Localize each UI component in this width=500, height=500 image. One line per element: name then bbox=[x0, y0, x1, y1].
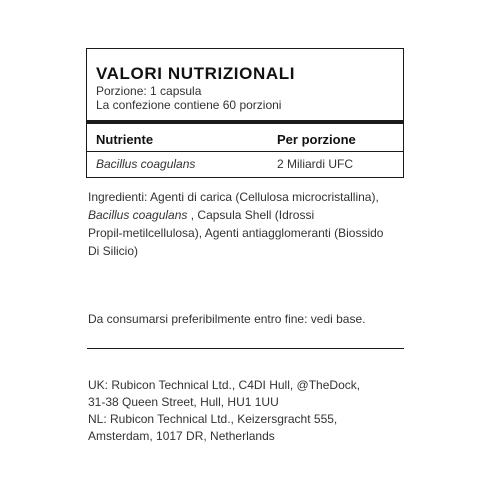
uk-address-line: UK: Rubicon Technical Ltd., C4DI Hull, @TheDock, bbox=[88, 378, 361, 392]
nl-address-line: Amsterdam, 1017 DR, Netherlands bbox=[88, 429, 275, 443]
ingredients-line bbox=[88, 206, 408, 224]
serving-size: Porzione: 1 capsula bbox=[96, 84, 202, 98]
ingredients-line: Ingredienti: Agenti di carica (Cellulosa microcristallina), bbox=[88, 190, 379, 204]
section-separator bbox=[87, 348, 404, 349]
column-header-per-serving: Per porzione bbox=[277, 132, 356, 147]
ingredient-italic: Bacillus coagulans bbox=[88, 208, 188, 222]
ingredients-line: Propil-metilcellulosa), Agenti antiagglomeranti (Biossido bbox=[88, 226, 384, 240]
ingredients-line: Di Silicio) bbox=[88, 244, 139, 258]
thin-divider bbox=[87, 151, 403, 152]
nutrient-name: Bacillus coagulans bbox=[96, 157, 196, 171]
ingredients-text bbox=[88, 188, 408, 260]
nl-address-line: NL: Rubicon Technical Ltd., Keizersgracht 555, bbox=[88, 412, 338, 426]
panel-title: VALORI NUTRIZIONALI bbox=[96, 64, 296, 83]
company-addresses bbox=[88, 377, 360, 445]
nutrient-amount: 2 Miliardi UFC bbox=[277, 157, 354, 171]
uk-address-line: 31-38 Queen Street, Hull, HU1 1UU bbox=[88, 395, 279, 409]
nutrition-facts-panel bbox=[86, 48, 404, 178]
column-header-nutrient: Nutriente bbox=[96, 132, 154, 147]
best-before-text: Da consumarsi preferibilmente entro fine: vedi base. bbox=[88, 312, 366, 326]
ingredient-rest: , Capsula Shell (Idrossi bbox=[187, 208, 315, 222]
servings-per-container: La confezione contiene 60 porzioni bbox=[96, 98, 282, 112]
thick-divider bbox=[87, 120, 403, 124]
